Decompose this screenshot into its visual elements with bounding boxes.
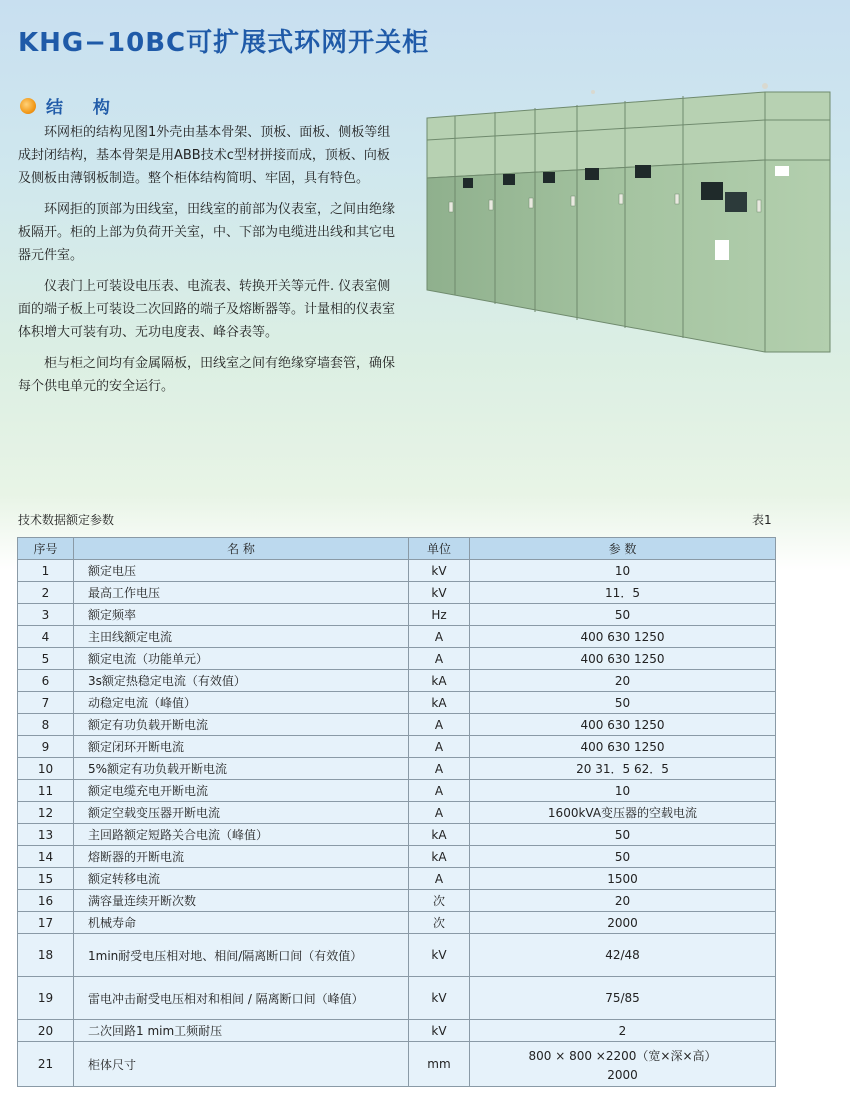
cell-unit: A (409, 714, 470, 736)
cell-name: 5%额定有功负载开断电流 (74, 758, 409, 780)
cell-no: 11 (18, 780, 74, 802)
cell-value: 50 (470, 824, 776, 846)
cell-no: 15 (18, 868, 74, 890)
cell-name: 最高工作电压 (74, 582, 409, 604)
cell-no: 9 (18, 736, 74, 758)
cell-unit: A (409, 736, 470, 758)
table-row (18, 670, 776, 692)
header-unit: 单位 (409, 538, 470, 560)
paragraph: 柜与柜之间均有金属隔板，田线室之间有绝缘穿墙套管，确保每个供电单元的安全运行。 (18, 356, 396, 394)
cell-unit: kV (409, 1020, 470, 1042)
cell-no: 18 (18, 934, 74, 977)
table-row (18, 736, 776, 758)
structure-description (18, 121, 396, 406)
table-row (18, 890, 776, 912)
page-title: KHG−10BC可扩展式环网开关柜 (18, 28, 430, 58)
cell-value: 50 (470, 604, 776, 626)
cell-unit: kA (409, 824, 470, 846)
cell-unit: A (409, 626, 470, 648)
table-row (18, 802, 776, 824)
cell-name: 动稳定电流（峰值） (74, 692, 409, 714)
cell-name: 二次回路1 mim工频耐压 (74, 1020, 409, 1042)
cell-no: 8 (18, 714, 74, 736)
table-row (18, 648, 776, 670)
table-row (18, 758, 776, 780)
cell-no: 6 (18, 670, 74, 692)
cell-value: 400 630 1250 (470, 736, 776, 758)
cell-name: 1min耐受电压相对地、相间/隔离断口间（有效值） (74, 934, 409, 977)
cell-unit: A (409, 802, 470, 824)
cell-value: 20 31．5 62．5 (470, 758, 776, 780)
section-heading (20, 93, 122, 118)
cell-value: 20 (470, 890, 776, 912)
cell-name: 额定电流（功能单元） (74, 648, 409, 670)
cell-value: 75/85 (470, 977, 776, 1020)
table-row (18, 714, 776, 736)
paragraph: 环网拒的顶部为田线室，田线室的前部为仪表室，之间由绝缘板隔开。柜的上部为负荷开关室，中、下部为电缆进出线和其它电器元件室。 (18, 202, 396, 263)
cell-no: 21 (18, 1042, 74, 1087)
table-row (18, 824, 776, 846)
cell-unit: A (409, 780, 470, 802)
table-header-row (18, 538, 776, 560)
table-row (18, 560, 776, 582)
cell-value: 400 630 1250 (470, 648, 776, 670)
section-title: 结 构 (46, 98, 122, 118)
cell-name: 额定转移电流 (74, 868, 409, 890)
cell-value: 400 630 1250 (470, 714, 776, 736)
cell-no: 20 (18, 1020, 74, 1042)
cell-name: 熔断器的开断电流 (74, 846, 409, 868)
cell-unit: A (409, 868, 470, 890)
paragraph: 仪表门上可装设电压表、电流表、转换开关等元件. 仪表室侧面的端子板上可装设二次回路的端子及熔断器等。计量相的仪表室体积增大可装有功、无功电度表、峰谷表等。 (18, 279, 396, 340)
cell-unit: 次 (409, 890, 470, 912)
table-row (18, 582, 776, 604)
cell-unit: kV (409, 560, 470, 582)
cell-unit: mm (409, 1042, 470, 1087)
header-name: 名 称 (74, 538, 409, 560)
cell-unit: kA (409, 692, 470, 714)
cell-value-line2: 2000 (607, 1067, 638, 1082)
cell-unit: kV (409, 977, 470, 1020)
cell-no: 19 (18, 977, 74, 1020)
cell-unit: A (409, 648, 470, 670)
cell-name: 主回路额定短路关合电流（峰值） (74, 824, 409, 846)
cell-name: 额定电压 (74, 560, 409, 582)
cell-unit: A (409, 758, 470, 780)
cell-name: 额定频率 (74, 604, 409, 626)
cell-name: 柜体尺寸 (74, 1042, 409, 1087)
table-row (18, 977, 776, 1020)
table-row (18, 1020, 776, 1042)
cell-no: 4 (18, 626, 74, 648)
cell-name: 额定闭环开断电流 (74, 736, 409, 758)
table-row (18, 1042, 776, 1087)
cell-name: 雷电冲击耐受电压相对和相间 / 隔离断口间（峰值） (74, 977, 409, 1020)
cell-no: 5 (18, 648, 74, 670)
cell-no: 16 (18, 890, 74, 912)
cell-value: 1600kVA变压器的空载电流 (470, 802, 776, 824)
cell-name: 额定有功负载开断电流 (74, 714, 409, 736)
cell-unit: kA (409, 846, 470, 868)
table-row (18, 780, 776, 802)
cell-no: 17 (18, 912, 74, 934)
technical-parameters-table (17, 537, 776, 1087)
cell-no: 2 (18, 582, 74, 604)
cell-value: 2000 (470, 912, 776, 934)
cell-unit: Hz (409, 604, 470, 626)
cell-no: 10 (18, 758, 74, 780)
cell-value (470, 1042, 776, 1087)
cell-no: 1 (18, 560, 74, 582)
cell-name: 3s额定热稳定电流（有效值） (74, 670, 409, 692)
header-value: 参 数 (470, 538, 776, 560)
cell-no: 14 (18, 846, 74, 868)
table-row (18, 868, 776, 890)
table-row (18, 626, 776, 648)
orange-bullet-icon (20, 98, 36, 114)
cell-name: 额定电缆充电开断电流 (74, 780, 409, 802)
cell-value: 10 (470, 560, 776, 582)
table-row (18, 692, 776, 714)
cell-value: 10 (470, 780, 776, 802)
cell-value: 50 (470, 692, 776, 714)
cell-value-line1: 800 × 800 ×2200（宽×深×高） (528, 1048, 717, 1063)
switchgear-cabinet-image (425, 80, 835, 370)
cell-value: 2 (470, 1020, 776, 1042)
cell-unit: kV (409, 934, 470, 977)
table-label: 表1 (752, 513, 772, 527)
cell-value: 50 (470, 846, 776, 868)
header-no: 序号 (18, 538, 74, 560)
paragraph: 环网柜的结构见图1外壳由基本骨架、顶板、面板、侧板等组成封闭结构，基本骨架是用ABB技术c型材拼接而成，顶板、向板及侧板由薄钢板制造。整个柜体结构简明、牢固，具有特色。 (18, 125, 391, 186)
cell-name: 满容量连续开断次数 (74, 890, 409, 912)
cell-value: 11．5 (470, 582, 776, 604)
cell-name: 额定空载变压器开断电流 (74, 802, 409, 824)
cell-no: 13 (18, 824, 74, 846)
cell-no: 7 (18, 692, 74, 714)
table-row (18, 934, 776, 977)
cell-name: 主田线额定电流 (74, 626, 409, 648)
cell-value: 400 630 1250 (470, 626, 776, 648)
cell-no: 12 (18, 802, 74, 824)
table-row (18, 846, 776, 868)
cell-value: 42/48 (470, 934, 776, 977)
cell-unit: kA (409, 670, 470, 692)
cell-no: 3 (18, 604, 74, 626)
cell-unit: kV (409, 582, 470, 604)
cell-value: 20 (470, 670, 776, 692)
cell-value: 1500 (470, 868, 776, 890)
cell-name: 机械寿命 (74, 912, 409, 934)
table-row (18, 604, 776, 626)
cell-unit: 次 (409, 912, 470, 934)
table-caption: 技术数据额定参数 (18, 513, 115, 527)
table-row (18, 912, 776, 934)
